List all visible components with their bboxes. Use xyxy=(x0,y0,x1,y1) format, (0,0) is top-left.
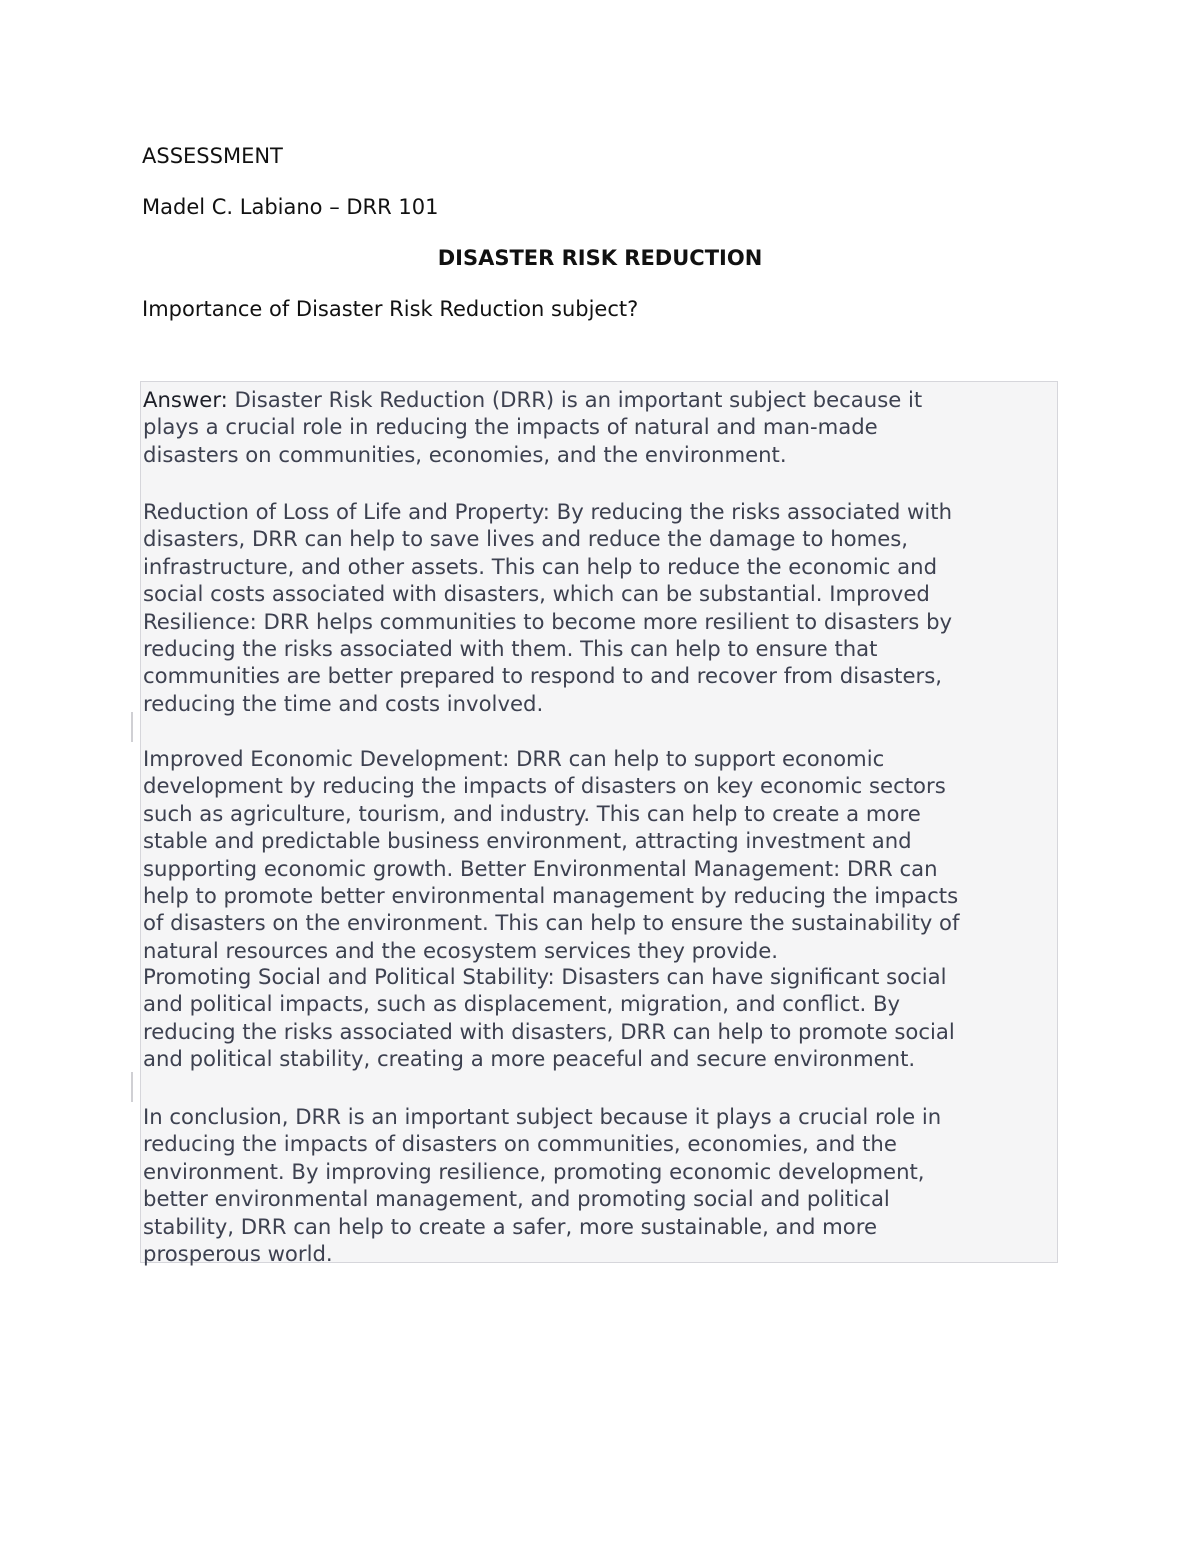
answer-text-box xyxy=(140,381,1058,1267)
paragraph-line: stability, DRR can help to create a safer, more sustainable, and more xyxy=(143,1213,878,1239)
paragraph-line-text: Disaster Risk Reduction (DRR) is an important subject because it xyxy=(227,387,923,412)
paragraph-line: Resilience: DRR helps communities to become more resilient to disasters by xyxy=(143,608,953,634)
paragraph-line: such as agriculture, tourism, and industry. This can help to create a more xyxy=(143,800,921,826)
paragraph-line: prosperous world. xyxy=(143,1241,333,1267)
social-stability-paragraph xyxy=(143,963,1059,1073)
paragraph-line: environment. By improving resilience, promoting economic development, xyxy=(143,1158,925,1184)
paragraph-line: development by reducing the impacts of disasters on key economic sectors xyxy=(143,773,946,799)
paragraph-line: reducing the time and costs involved. xyxy=(143,690,544,716)
margin-marker xyxy=(131,1072,133,1102)
paragraph-line xyxy=(143,386,1059,413)
document-title: DISASTER RISK REDUCTION xyxy=(437,246,763,270)
answer-label: Answer: xyxy=(143,387,228,412)
paragraph-line: help to promote better environmental management by reducing the impacts xyxy=(143,883,959,909)
paragraph-line: plays a crucial role in reducing the impacts of natural and man-made xyxy=(143,414,878,440)
paragraph-line: of disasters on the environment. This can help to ensure the sustainability of xyxy=(143,910,960,936)
paragraph-line: In conclusion, DRR is an important subject because it plays a crucial role in xyxy=(143,1104,942,1129)
paragraph-line: reducing the risks associated with them. This can help to ensure that xyxy=(143,636,878,662)
paragraph-line: natural resources and the ecosystem services they provide. xyxy=(143,937,778,963)
conclusion-paragraph xyxy=(143,1103,1059,1267)
paragraph-line: infrastructure, and other assets. This can help to reduce the economic and xyxy=(143,553,938,579)
paragraph-line: reducing the impacts of disasters on communities, economies, and the xyxy=(143,1131,897,1157)
paragraph-line: disasters on communities, economies, and the environment. xyxy=(143,441,787,467)
loss-reduction-paragraph xyxy=(143,498,1059,717)
paragraph-line: communities are better prepared to respond to and recover from disasters, xyxy=(143,663,942,689)
paragraph-line: better environmental management, and promoting social and political xyxy=(143,1186,890,1212)
paragraph-line: social costs associated with disasters, which can be substantial. Improved xyxy=(143,581,930,607)
assessment-label: ASSESSMENT xyxy=(142,144,283,168)
paragraph-line: stable and predictable business environment, attracting investment and xyxy=(143,828,912,854)
question-text: Importance of Disaster Risk Reduction subject? xyxy=(142,297,639,321)
paragraph-line: Promoting Social and Political Stability: Disasters can have significant social xyxy=(143,964,947,989)
economic-development-paragraph xyxy=(143,745,1059,964)
paragraph-line: disasters, DRR can help to save lives and reduce the damage to homes, xyxy=(143,526,909,552)
paragraph-line: and political impacts, such as displacement, migration, and conflict. By xyxy=(143,991,901,1017)
margin-marker xyxy=(131,712,133,742)
paragraph-line: Reduction of Loss of Life and Property: By reducing the risks associated with xyxy=(143,499,952,524)
paragraph-line: and political stability, creating a more peaceful and secure environment. xyxy=(143,1046,916,1072)
paragraph-line: reducing the risks associated with disasters, DRR can help to promote social xyxy=(143,1018,955,1044)
paragraph-line: supporting economic growth. Better Environmental Management: DRR can xyxy=(143,855,938,881)
answer-intro-paragraph xyxy=(143,386,1059,468)
paragraph-line: Improved Economic Development: DRR can help to support economic xyxy=(143,746,885,771)
author-course-line: Madel C. Labiano – DRR 101 xyxy=(142,195,439,219)
